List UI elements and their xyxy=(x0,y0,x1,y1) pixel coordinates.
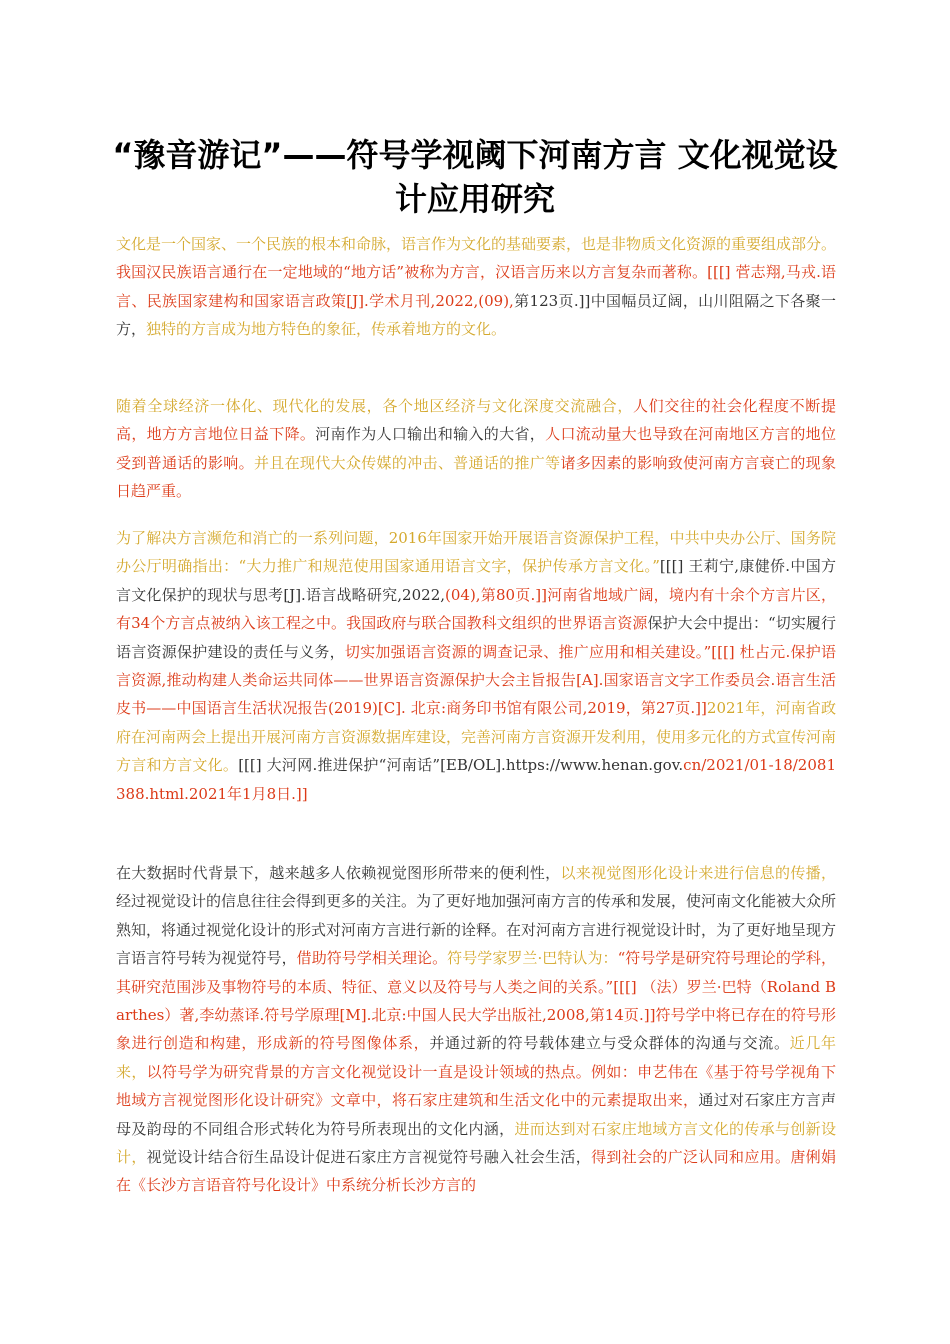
text-run: 人口流动量大也导致在河南地区方言的地位受到普通话的影响。 xyxy=(116,425,836,472)
paragraph-2 xyxy=(116,392,836,506)
text-run: 人们交往的社会化程度不断提高，地方方言地位日益下降。 xyxy=(116,397,836,444)
text-run: 保护大会中提出：“切实履行语言资源保护建设的责任与义务， xyxy=(116,614,836,661)
text-run: [[[] （法）罗兰·巴特（Roland Barthes）著,李幼蒸译.符号学原理[M].北京:中国人民大学出版社,2008,第14页.]] xyxy=(116,977,836,1025)
text-run: [[[] 杜占元.保护语言资源,推动构建人类命运共同体——世界语言资源保护大会主旨报告[A]. xyxy=(116,642,836,690)
text-run: 视觉设计结合衍生品设计促进石家庄方言视觉符号融入社会生活， xyxy=(146,1148,592,1167)
paragraph-3 xyxy=(116,524,836,808)
text-run: 第123页.]]中国幅员辽阔，山川阻隔之下各聚一方， xyxy=(116,291,836,339)
text-run: 以符号学为研究背景的方言文化视觉设计一直是设计领域的热点。例如：申艺伟在《基于符号学视角下地域方言视觉图形化设计研究》文章中，将石家庄建筑和生活文化中的元素提取出来， xyxy=(116,1062,836,1110)
text-run: 文化是一个国家、一个民族的根本和命脉，语言作为文化的基础要素，也是非物质文化资源的重要组成部分。 xyxy=(116,235,837,253)
text-run: 我国汉民族语言通行在一定地域的“地方话”被称为方言，汉语言历来以方言复杂而著称。 xyxy=(116,263,708,282)
text-run: 借助符号学相关理论。 xyxy=(296,949,448,968)
text-run: [[[] 菅志翔,马戎.语言、民族国家建构和国家语言政策[J].学术月刊,2022,(09), xyxy=(116,263,836,310)
text-run: 并通过新的符号载体建立与受众群体的沟通与交流。 xyxy=(429,1034,790,1053)
text-run: 通过对石家庄方言声母及韵母的不同组合形式转化为符号所表现出的文化内涵， xyxy=(116,1091,836,1138)
text-run: 我国政府与联合国教科文组织的世界语言资源 xyxy=(346,614,648,633)
text-run: 随着全球经济一体化、现代化的发展，各个地区经济与文化深度交流融合， xyxy=(116,397,633,415)
text-run: 中共中央办公厅、国务院办公厅明确指出：“大力推广和规范使用国家通用语言文字，保护传承方言文化。” xyxy=(116,529,836,576)
text-run: 为了解决方言濒危和消亡的一系列问题，2016年国家开始开展语言资源保护工程， xyxy=(116,529,670,547)
text-run: 经过视觉设计的信息往往会得到更多的关注。为了更好地加强河南方言的传承和发展，使河南文化能被大众所熟知，将通过视觉化设计的形式对河南方言进行新的诠释。在对河南方言进行视觉设计时，为了更好地呈现方言语言符号转为视觉符号， xyxy=(116,892,837,968)
text-run: 近几年来， xyxy=(116,1034,836,1081)
page-title: “豫音游记”——符号学视阈下河南方言 文化视觉设计应用研究 xyxy=(112,136,838,219)
text-run: 进而达到对石家庄地域方言文化的传承与创新设计， xyxy=(116,1119,836,1167)
text-run: cn/2021/01-18/2081388.html.2021年1月8日.]] xyxy=(116,756,836,803)
text-run: “符号学是研究符号理论的学科，其研究范围涉及事物符号的本质、特征、意义以及符号与人类之间的关系。” xyxy=(116,949,836,996)
paragraph-1 xyxy=(116,230,836,344)
text-run: 符号学中将已存在的符号形象进行创造和构建，形成新的符号图像体系， xyxy=(116,1006,836,1053)
text-run: 独特的方言成为地方特色的象征，传承着地方的文化。 xyxy=(146,320,507,339)
text-run: 以来视觉图形化设计来进行信息的传播， xyxy=(560,864,836,882)
text-run: 国家语言文字工作委员会.语言生活皮书——中国语言生活状况报告(2019)[C]. 北京:商务印书馆有限公司,2019，第27页.]] xyxy=(116,671,836,718)
text-run: 诸多因素的影响致使河南方言衰亡的现象日趋严重。 xyxy=(116,453,836,501)
text-run: 2021年，河南省政府在河南两会上提出开展河南方言资源数据库建设，完善河南方言资源开发利用，使用多元化的方式宣传河南方言和方言文化。 xyxy=(116,699,837,775)
text-run: [[[] 王莉宁,康健侨.中国方言文化保护的现状与思考[J].语言战略研究,2022, xyxy=(116,557,836,604)
text-run: 得到社会的广泛认同和应用。唐俐娟在《长沙方言语音符号化设计》中系统分析长沙方言的 xyxy=(116,1148,836,1195)
text-run: 河南作为人口输出和输入的大省， xyxy=(315,425,546,444)
text-run: 并且在现代大众传媒的冲击、普通话的推广等 xyxy=(253,453,561,472)
text-run: (04),第80页.]]河南省地域广阔，境内有十余个方言片区，有34个方言点被纳入该工程之中。 xyxy=(116,585,837,633)
text-run: [[[] 大河网.推进保护“河南话”[EB/OL].https://www.henan.gov. xyxy=(238,756,684,775)
text-run: 符号学家罗兰·巴特认为： xyxy=(447,949,618,968)
text-run: 在大数据时代背景下，越来越多人依赖视觉图形所带来的便利性， xyxy=(116,864,561,882)
paragraph-4 xyxy=(116,859,836,1200)
text-run: 切实加强语言资源的调查记录、推广应用和相关建设。” xyxy=(344,642,712,661)
